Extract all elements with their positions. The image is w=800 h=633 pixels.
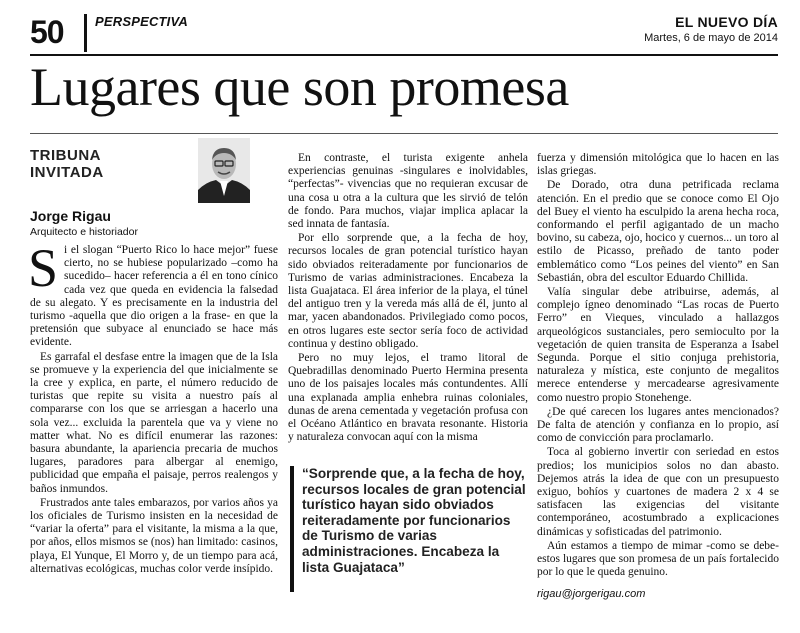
pullquote-bar xyxy=(290,466,294,592)
paragraph: Es garrafal el desfase entre la imagen que de la Isla se promueve y la experiencia del que inicialmente se la cree y explica, en parte, el número reducido de turistas que repite su visita a nuestro país al compararse con los que se arriesgan a hacerlo una sola vez... excluida la parentela que va y viene no matter what. No es difícil enumerar las razones: basura abundante, la apariencia precaria de muchos lugares, paradores para albergar al enemigo, publicidad que empaña el paisaje, perros realengos y baños inmundos. xyxy=(30,350,278,495)
article-column-3 xyxy=(537,152,779,602)
paragraph: Toca al gobierno invertir con seriedad en estos predios; los municipios solos no dan abasto. Dejemos atrás la idea de que con un presupuesto exiguo, bohíos y cuartones de madera 2 x 4 se satisfacen las exigencias del visitante contemporáneo, acostumbrado a explicaciones dinámicas y sofisticadas del patrimonio. xyxy=(537,446,779,538)
header-rule xyxy=(30,54,778,56)
paragraph: En contraste, el turista exigente anhela experiencias genuinas -singulares e inolvidables, “perfectas”- vivencias que no requieran excusar de una cosa u otra a la cultura que les sirvió de telón de fondo. Para muchos, viajar implica aplacar la sed innata de fantasía. xyxy=(288,152,528,231)
headline-rule xyxy=(30,133,778,134)
article-column-1 xyxy=(28,238,278,577)
paragraph xyxy=(28,238,278,350)
paragraph: Por ello sorprende que, a la fecha de hoy, recursos locales de gran potencial turístico hayan sido obviados reiteradamente por funcionarios de Turismo de varias administraciones. Encabeza la lista Guajataca. El área inferior de la playa, el túnel del antiguo tren y la vereda más allá de él, junto al mar, yacen abandonados. Privilegiado como pocos, en otros lugares este sector sería foco de actividad continua y destino obligado. xyxy=(288,232,528,350)
author-role: Arquitecto e historiador xyxy=(30,226,138,238)
paragraph: De Dorado, otra duna petrificada reclama atención. En el predio que se conoce como El Ojo del Buey el viento ha esculpido la arena hecha roca, conformando el perfil agigantado de un macho bovino, su cabeza, ojo, hocico y cuernos... un toro al estilo de Picasso, preñado de tanto poder emblemático como “Los peines del viento” en San Sebastián, obra del escultor Eduardo Chillida. xyxy=(537,179,779,284)
column-label-line2: INVITADA xyxy=(30,163,104,181)
drop-cap: S xyxy=(28,238,59,298)
newspaper-name: EL NUEVO DÍA xyxy=(675,14,778,30)
author-portrait-icon xyxy=(198,138,250,203)
pullquote: “Sorprende que, a la fecha de hoy, recursos locales de gran potencial turístico hayan sido obviados reiteradamente por funcionarios de Turismo de varias administraciones. Encabeza la lista Guajataca” xyxy=(302,466,526,575)
header-divider xyxy=(84,14,87,52)
paragraph-text: i el slogan “Puerto Rico lo hace mejor” fuese cierto, no se hubiese popularizado –como ha sucedido– hacer referencia a él en tono cínico cada vez que queda en evidencia la falsedad de su alegato. Y es precisamente en la industria del turismo -aquella que dio origen a la frase- en que la pretensión que subyace al enunciado se hace más evidente. xyxy=(30,244,278,349)
column-label-line1: TRIBUNA xyxy=(30,147,101,164)
page-header xyxy=(0,0,800,54)
paragraph: Aún estamos a tiempo de mimar -como se debe- estos lugares que son promesa de un país fortalecido por lo que le queda genuino. xyxy=(537,539,779,579)
author-email: rigau@jorgerigau.com xyxy=(537,587,646,600)
section-name: PERSPECTIVA xyxy=(95,14,188,29)
page-number: 50 xyxy=(30,14,64,50)
column-label xyxy=(30,148,104,181)
paragraph: fuerza y dimensión mitológica que lo hacen en las islas griegas. xyxy=(537,152,779,178)
paragraph: Valía singular debe atribuirse, además, al complejo ígneo denominado “Las rocas de Puerto Ferro” en Vieques, vinculado a hallazgos arqueológicos sustanciales, pero semioculto por la vegetación de quien transita de Esperanza a Isabel Segunda. Porque el sitio conjuga prehistoria, naturaleza y mística, este conjunto de megalitos merece entenderse y mercadearse agresivamente como nuestro propio Stonehenge. xyxy=(537,286,779,404)
paragraph: Frustrados ante tales embarazos, por varios años ya los oficiales de Turismo insisten en la necesidad de “variar la oferta” para el visitante, la misma a la que, por años, ellos mismos se (nos) han limitado: casinos, playa, El Yunque, El Morro y, de un tiempo para acá, alternativas ecológicas, muchas color verde insípido. xyxy=(30,496,278,575)
issue-date: Martes, 6 de mayo de 2014 xyxy=(644,32,778,44)
masthead xyxy=(644,14,778,44)
author-name: Jorge Rigau xyxy=(30,208,111,224)
article-column-2 xyxy=(288,152,528,445)
paragraph: Pero no muy lejos, el tramo litoral de Quebradillas denominado Puerto Hermina presenta uno de los paisajes locales más contundentes. Allí una explanada amplia enhebra ruinas coloniales, dunas de arena cementada y vegetación profusa con el Océano Atlántico en bravata resonante. Historia y naturaleza convocan aquí con la misma xyxy=(288,352,528,444)
paragraph: ¿De qué carecen los lugares antes mencionados? De falta de atención y confianza en lo propio, así como de convicción para proclamarlo. xyxy=(537,405,779,445)
headline: Lugares que son promesa xyxy=(30,57,569,117)
